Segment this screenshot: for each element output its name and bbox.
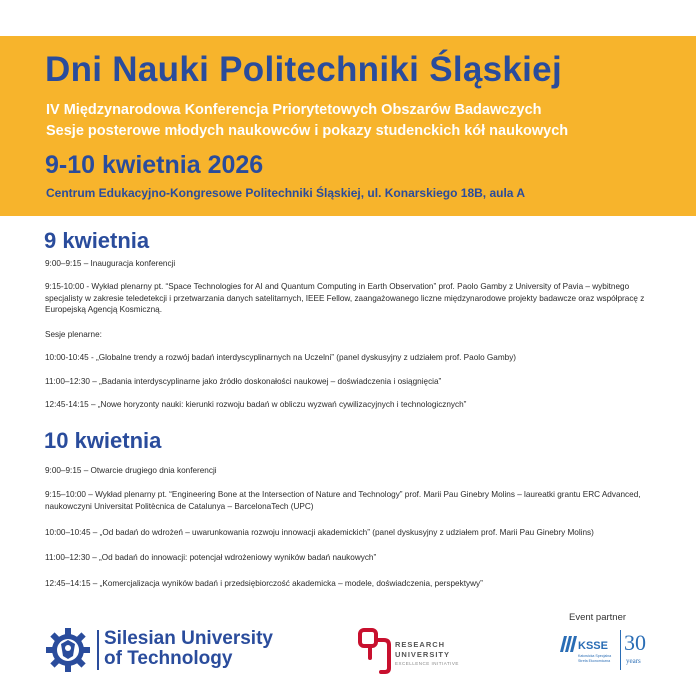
day2-item-1: 9:15–10:00 – Wykład plenarny pt. “Engineering Bone at the Intersection of Nature and Technology” prof. Marii Pau Ginebry Molins – laureatki grantu ERC Advanced, naukowczyni Universitat Politècnica de Catalunya – BarcelonaTech (UPC) bbox=[45, 490, 641, 511]
sut-logo bbox=[44, 624, 273, 674]
ru-text-university: UNIVERSITY bbox=[395, 650, 451, 659]
page-title: Dni Nauki Politechniki Śląskiej bbox=[45, 50, 562, 89]
day2-item-3: 11:00–12:30 – „Od badań do innowacji: potencjał wdrożeniowy wyników badań naukowych” bbox=[45, 553, 377, 562]
ksse-anniversary-number: 30 bbox=[624, 630, 646, 655]
ksse-anniversary-years: years bbox=[626, 657, 641, 665]
day2-item-2: 10:00–10:45 – „Od badań do wdrożeń – uwarunkowania rozwoju innowacji akademickich” (panel dyskusyjny z udziałem prof. Marii Pau Ginebry Molins) bbox=[45, 528, 594, 537]
ru-text-research: RESEARCH bbox=[395, 640, 446, 649]
sut-name-line2: of Technology bbox=[104, 648, 233, 669]
research-university-emblem-icon bbox=[358, 628, 392, 674]
gear-emblem-icon bbox=[44, 626, 92, 674]
ksse-full-name: Katowicka Specjalna Strefa Ekonomiczna bbox=[578, 654, 612, 663]
ru-text-excellence: EXCELLENCE INITIATIVE bbox=[395, 661, 459, 666]
subtitle-conference: IV Międzynarodowa Konferencja Priorytetowych Obszarów Badawczych bbox=[46, 102, 542, 118]
day1-heading: 9 kwietnia bbox=[44, 228, 150, 253]
ksse-name: KSSE bbox=[578, 640, 608, 652]
day2-item-0: 9:00–9:15 – Otwarcie drugiego dnia konferencji bbox=[45, 466, 217, 475]
ksse-stripes-icon bbox=[560, 636, 578, 652]
ksse-logo bbox=[560, 626, 690, 676]
day1-item-1: 9:15-10:00 - Wykład plenarny pt. “Space Technologies for AI and Quantum Computing in Earth Observation” prof. Paolo Gamby z University of Pavia – wybitnego specjalisty w zakresie teledetekcji i przetwarzania danych satelitarnych, IEEE Fellow, zaangażowanego liczne międzynarodowe projekty badawcze oraz współpracę z Europejską Agencją Kosmiczną. bbox=[45, 282, 645, 314]
day1-item-2: Sesje plenarne: bbox=[45, 330, 102, 339]
day1-item-4: 11:00–12:30 – „Badania interdyscyplinarne jako źródło doskonałości naukowej – doświadczenia i osiągnięcia” bbox=[45, 377, 442, 386]
subtitle-sessions: Sesje posterowe młodych naukowców i pokazy studenckich kół naukowych bbox=[46, 123, 569, 139]
day1-item-0: 9:00–9:15 – Inauguracja konferencji bbox=[45, 259, 176, 268]
sut-name-line1: Silesian University bbox=[104, 628, 273, 649]
day1-item-5: 12:45-14:15 – „Nowe horyzonty nauki: kierunki rozwoju badań w obliczu wyzwań cywilizacyjnych i technologicznych” bbox=[45, 400, 467, 409]
event-date: 9-10 kwietnia 2026 bbox=[45, 151, 264, 179]
day2-item-4: 12:45–14:15 – „Komercjalizacja wyników badań i przedsiębiorczość akademicka – modele, doświadczenia, perspektywy” bbox=[45, 579, 483, 588]
day1-item-3: 10:00-10:45 - „Globalne trendy a rozwój badań interdyscyplinarnych na Uczelni” (panel dyskusyjny z udziałem prof. Paolo Gamby) bbox=[45, 353, 517, 362]
day2-heading: 10 kwietnia bbox=[44, 428, 162, 453]
event-partner-label: Event partner bbox=[569, 612, 627, 623]
event-venue: Centrum Edukacyjno-Kongresowe Politechniki Śląskiej, ul. Konarskiego 18B, aula A bbox=[46, 186, 526, 200]
sut-divider bbox=[97, 630, 99, 670]
research-university-logo bbox=[358, 628, 488, 676]
ksse-divider bbox=[620, 630, 621, 670]
